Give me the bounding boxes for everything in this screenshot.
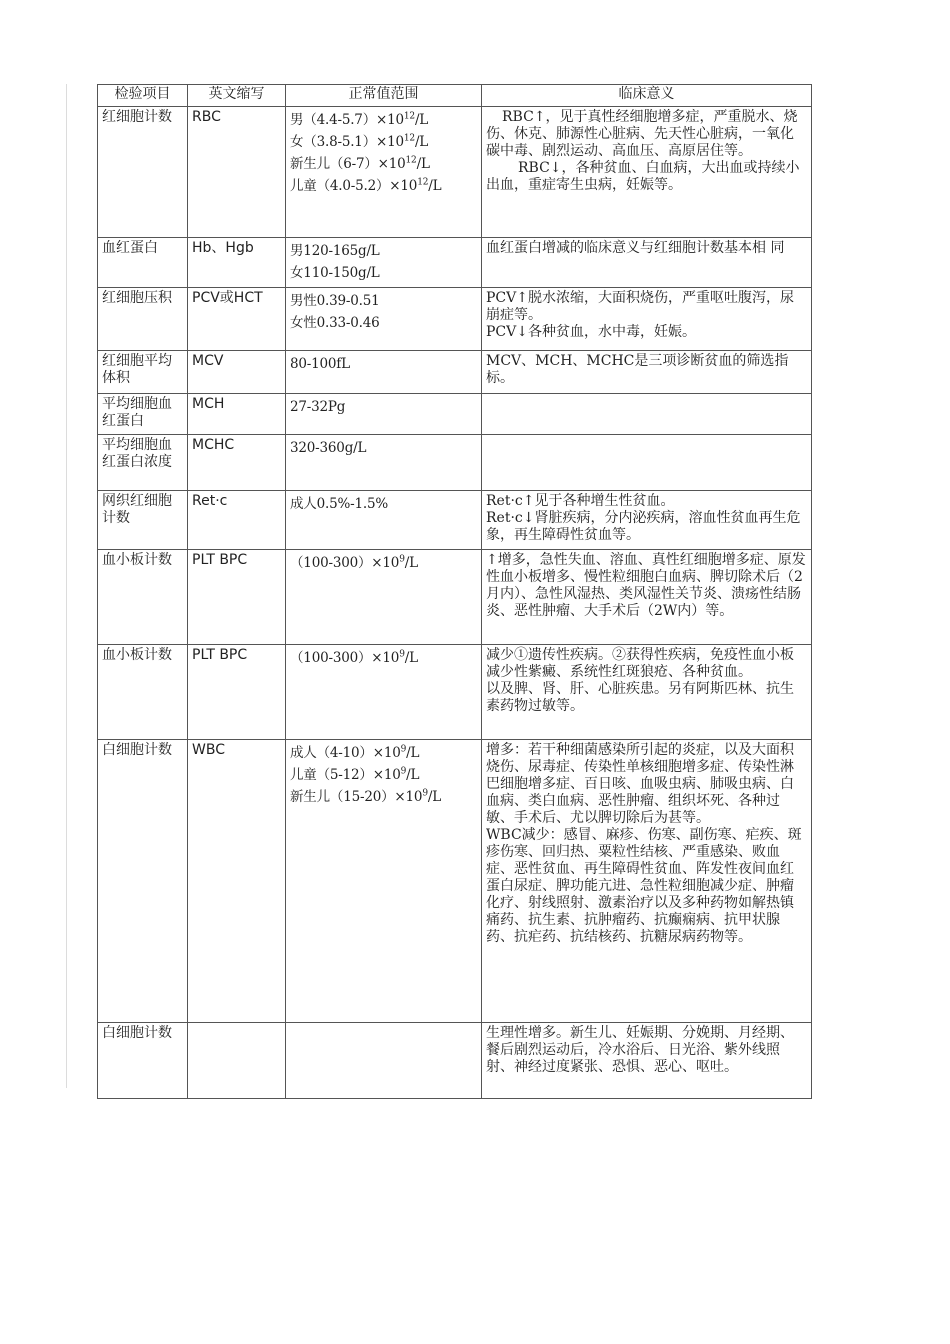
significance-paragraph: Ret·c↑见于各种增生性贫血。 — [486, 493, 675, 509]
significance-paragraph: 血红蛋白增减的临床意义与红细胞计数基本相 同 — [486, 240, 785, 256]
significance-paragraph: WBC减少：感冒、麻疹、伤寒、副伤寒、疟疾、斑疹伤寒、回归热、粟粒性结核、严重感染、败血症、恶性贫血、再生障碍性贫血、阵发性夜间血红蛋白尿症、脾功能亢进、急性粒细胞减少症、肿瘤化疗、射线照射、激素治疗以及多种药物如解热镇痛药、抗生素、抗肿瘤药、抗癫痫病、抗甲状腺药、抗疟药、抗结核药、抗糖尿病药物等。 — [486, 827, 802, 945]
range-exponent: 9 — [399, 649, 405, 660]
range-exponent: 9 — [399, 554, 405, 565]
table-row — [98, 288, 812, 351]
table-row — [98, 394, 812, 435]
table-row — [98, 351, 812, 394]
range-line: $(100-300)\times 10^9/L$ — [290, 649, 418, 666]
range-line: 男120-165g/L — [290, 243, 380, 259]
abbreviation-cell: WBC — [188, 740, 286, 1023]
normal-range-cell — [286, 435, 482, 491]
test-item-cell: 血小板计数 — [98, 645, 188, 740]
test-item-cell: 红细胞计数 — [98, 107, 188, 238]
table-header-row — [98, 85, 812, 107]
abbreviation-cell: Ret·c — [188, 491, 286, 550]
range-line: 成人$(4-10)\times 10^9/L$ — [290, 744, 420, 761]
normal-range-cell — [286, 645, 482, 740]
range-exponent: 12 — [403, 111, 415, 122]
significance-paragraph: RBC↓，各种贫血、白血病，大出血或持续小出血，重症寄生虫病，妊娠等。 — [486, 160, 800, 193]
test-item-cell: 血红蛋白 — [98, 238, 188, 288]
significance-paragraph: 增多：若干种细菌感染所引起的炎症，以及大面积烧伤、尿毒症、传染性单核细胞增多症、传染性淋巴细胞增多症、百日咳、血吸虫病、肺吸虫病、白血病、类白血病、恶性肿瘤、组织坏死、各种过敏、手术后、尤以脾切除后为甚等。 — [486, 742, 794, 826]
test-item-cell: 平均细胞血红蛋白 — [98, 394, 188, 435]
significance-paragraph: 生理性增多。新生儿、妊娠期、分娩期、月经期、餐后剧烈运动后，冷水浴后、日光浴、紫外线照射、神经过度紧张、恐惧、恶心、呕吐。 — [486, 1025, 794, 1075]
clinical-significance-cell — [482, 288, 812, 351]
test-item-cell: 网织红细胞计数 — [98, 491, 188, 550]
table-row — [98, 550, 812, 645]
header-test-item: 检验项目 — [98, 85, 188, 107]
table-row — [98, 1023, 812, 1099]
significance-paragraph: 减少①遗传性疾病。②获得性疾病，免疫性血小板减少性紫癜、系统性红斑狼疮、各种贫血。 — [486, 647, 794, 680]
range-line: 新生儿$(6-7)\times 10^{12}/L$ — [290, 155, 430, 172]
normal-range-cell — [286, 238, 482, 288]
range-line: 女110-150g/L — [290, 265, 380, 281]
table-row — [98, 645, 812, 740]
abbreviation-cell: Hb、Hgb — [188, 238, 286, 288]
test-item-cell: 红细胞压积 — [98, 288, 188, 351]
range-exponent: 12 — [417, 177, 429, 188]
range-exponent: 9 — [400, 766, 407, 777]
range-line: 320-360g/L — [290, 440, 367, 456]
range-exponent: 12 — [403, 133, 415, 144]
abbreviation-cell: MCH — [188, 394, 286, 435]
range-line: 儿童$(4.0-5.2)\times 10^{12}/L$ — [290, 177, 442, 194]
significance-paragraph: ↑增多，急性失血、溶血、真性红细胞增多症、原发性血小板增多、慢性粒细胞白血病、脾切除术后（2月内）、急性风湿热、类风湿性关节炎、溃疡性结肠炎、恶性肿瘤、大手术后（2W内）等。 — [486, 552, 806, 619]
page-left-edge — [66, 84, 67, 1088]
range-line: 女$(3.8-5.1)\times 10^{12}/L$ — [290, 133, 429, 150]
clinical-significance-cell — [482, 394, 812, 435]
test-item-cell: 白细胞计数 — [98, 740, 188, 1023]
lab-reference-table — [97, 84, 812, 1099]
normal-range-cell — [286, 288, 482, 351]
range-exponent: 9 — [400, 744, 407, 755]
clinical-significance-cell — [482, 107, 812, 238]
test-item-cell: 红细胞平均体积 — [98, 351, 188, 394]
abbreviation-cell: PLT BPC — [188, 645, 286, 740]
normal-range-cell — [286, 107, 482, 238]
significance-paragraph: MCV、MCH、MCHC是三项诊断贫血的筛选指标。 — [486, 353, 789, 386]
table-row — [98, 435, 812, 491]
range-line: 新生儿$(15-20)\times 10^9/L$ — [290, 788, 441, 805]
significance-paragraph: RBC↑，见于真性经细胞增多症，严重脱水、烧伤、休克、肺源性心脏病、先天性心脏病，一氧化碳中毒、剧烈运动、高血压、高原居住等。 — [486, 109, 798, 159]
range-exponent: 12 — [405, 155, 417, 166]
normal-range-cell — [286, 394, 482, 435]
range-line: $(100-300)\times 10^9/L$ — [290, 554, 418, 571]
abbreviation-cell: MCHC — [188, 435, 286, 491]
significance-paragraph: Ret·c↓肾脏疾病，分内泌疾病，溶血性贫血再生危象，再生障碍性贫血等。 — [486, 510, 801, 543]
clinical-significance-cell — [482, 238, 812, 288]
clinical-significance-cell — [482, 550, 812, 645]
range-line: 儿童$(5-12)\times 10^9/L$ — [290, 766, 420, 783]
significance-paragraph: PCV↑脱水浓缩，大面积烧伤，严重呕吐腹泻，尿崩症等。 — [486, 290, 794, 323]
range-line: 27-32Pg — [290, 399, 346, 415]
clinical-significance-cell — [482, 491, 812, 550]
test-item-cell: 白细胞计数 — [98, 1023, 188, 1099]
abbreviation-cell: MCV — [188, 351, 286, 394]
table-row — [98, 740, 812, 1023]
test-item-cell: 血小板计数 — [98, 550, 188, 645]
clinical-significance-cell — [482, 645, 812, 740]
significance-paragraph: 以及脾、肾、肝、心脏疾患。另有阿斯匹林、抗生素药物过敏等。 — [486, 681, 794, 714]
header-clinical-significance: 临床意义 — [482, 85, 812, 107]
header-abbreviation: 英文缩写 — [188, 85, 286, 107]
range-line: 男$(4.4-5.7)\times 10^{12}/L$ — [290, 111, 429, 128]
test-item-cell: 平均细胞血红蛋白浓度 — [98, 435, 188, 491]
significance-paragraph: PCV↓各种贫血，水中毒，妊娠。 — [486, 324, 696, 340]
clinical-significance-cell — [482, 351, 812, 394]
header-normal-range: 正常值范围 — [286, 85, 482, 107]
abbreviation-cell: PLT BPC — [188, 550, 286, 645]
abbreviation-cell — [188, 1023, 286, 1099]
table-row — [98, 107, 812, 238]
clinical-significance-cell — [482, 435, 812, 491]
range-line: 女性0.33-0.46 — [290, 315, 380, 331]
table-row — [98, 238, 812, 288]
range-line: 男性0.39-0.51 — [290, 293, 380, 309]
range-line: 成人0.5%-1.5% — [290, 496, 388, 512]
normal-range-cell — [286, 550, 482, 645]
range-exponent: 9 — [422, 788, 428, 799]
normal-range-cell — [286, 1023, 482, 1099]
table-row — [98, 491, 812, 550]
normal-range-cell — [286, 491, 482, 550]
clinical-significance-cell — [482, 1023, 812, 1099]
range-line: 80-100fL — [290, 356, 350, 372]
abbreviation-cell: RBC — [188, 107, 286, 238]
clinical-significance-cell — [482, 740, 812, 1023]
abbreviation-cell: PCV或HCT — [188, 288, 286, 351]
normal-range-cell — [286, 351, 482, 394]
normal-range-cell — [286, 740, 482, 1023]
